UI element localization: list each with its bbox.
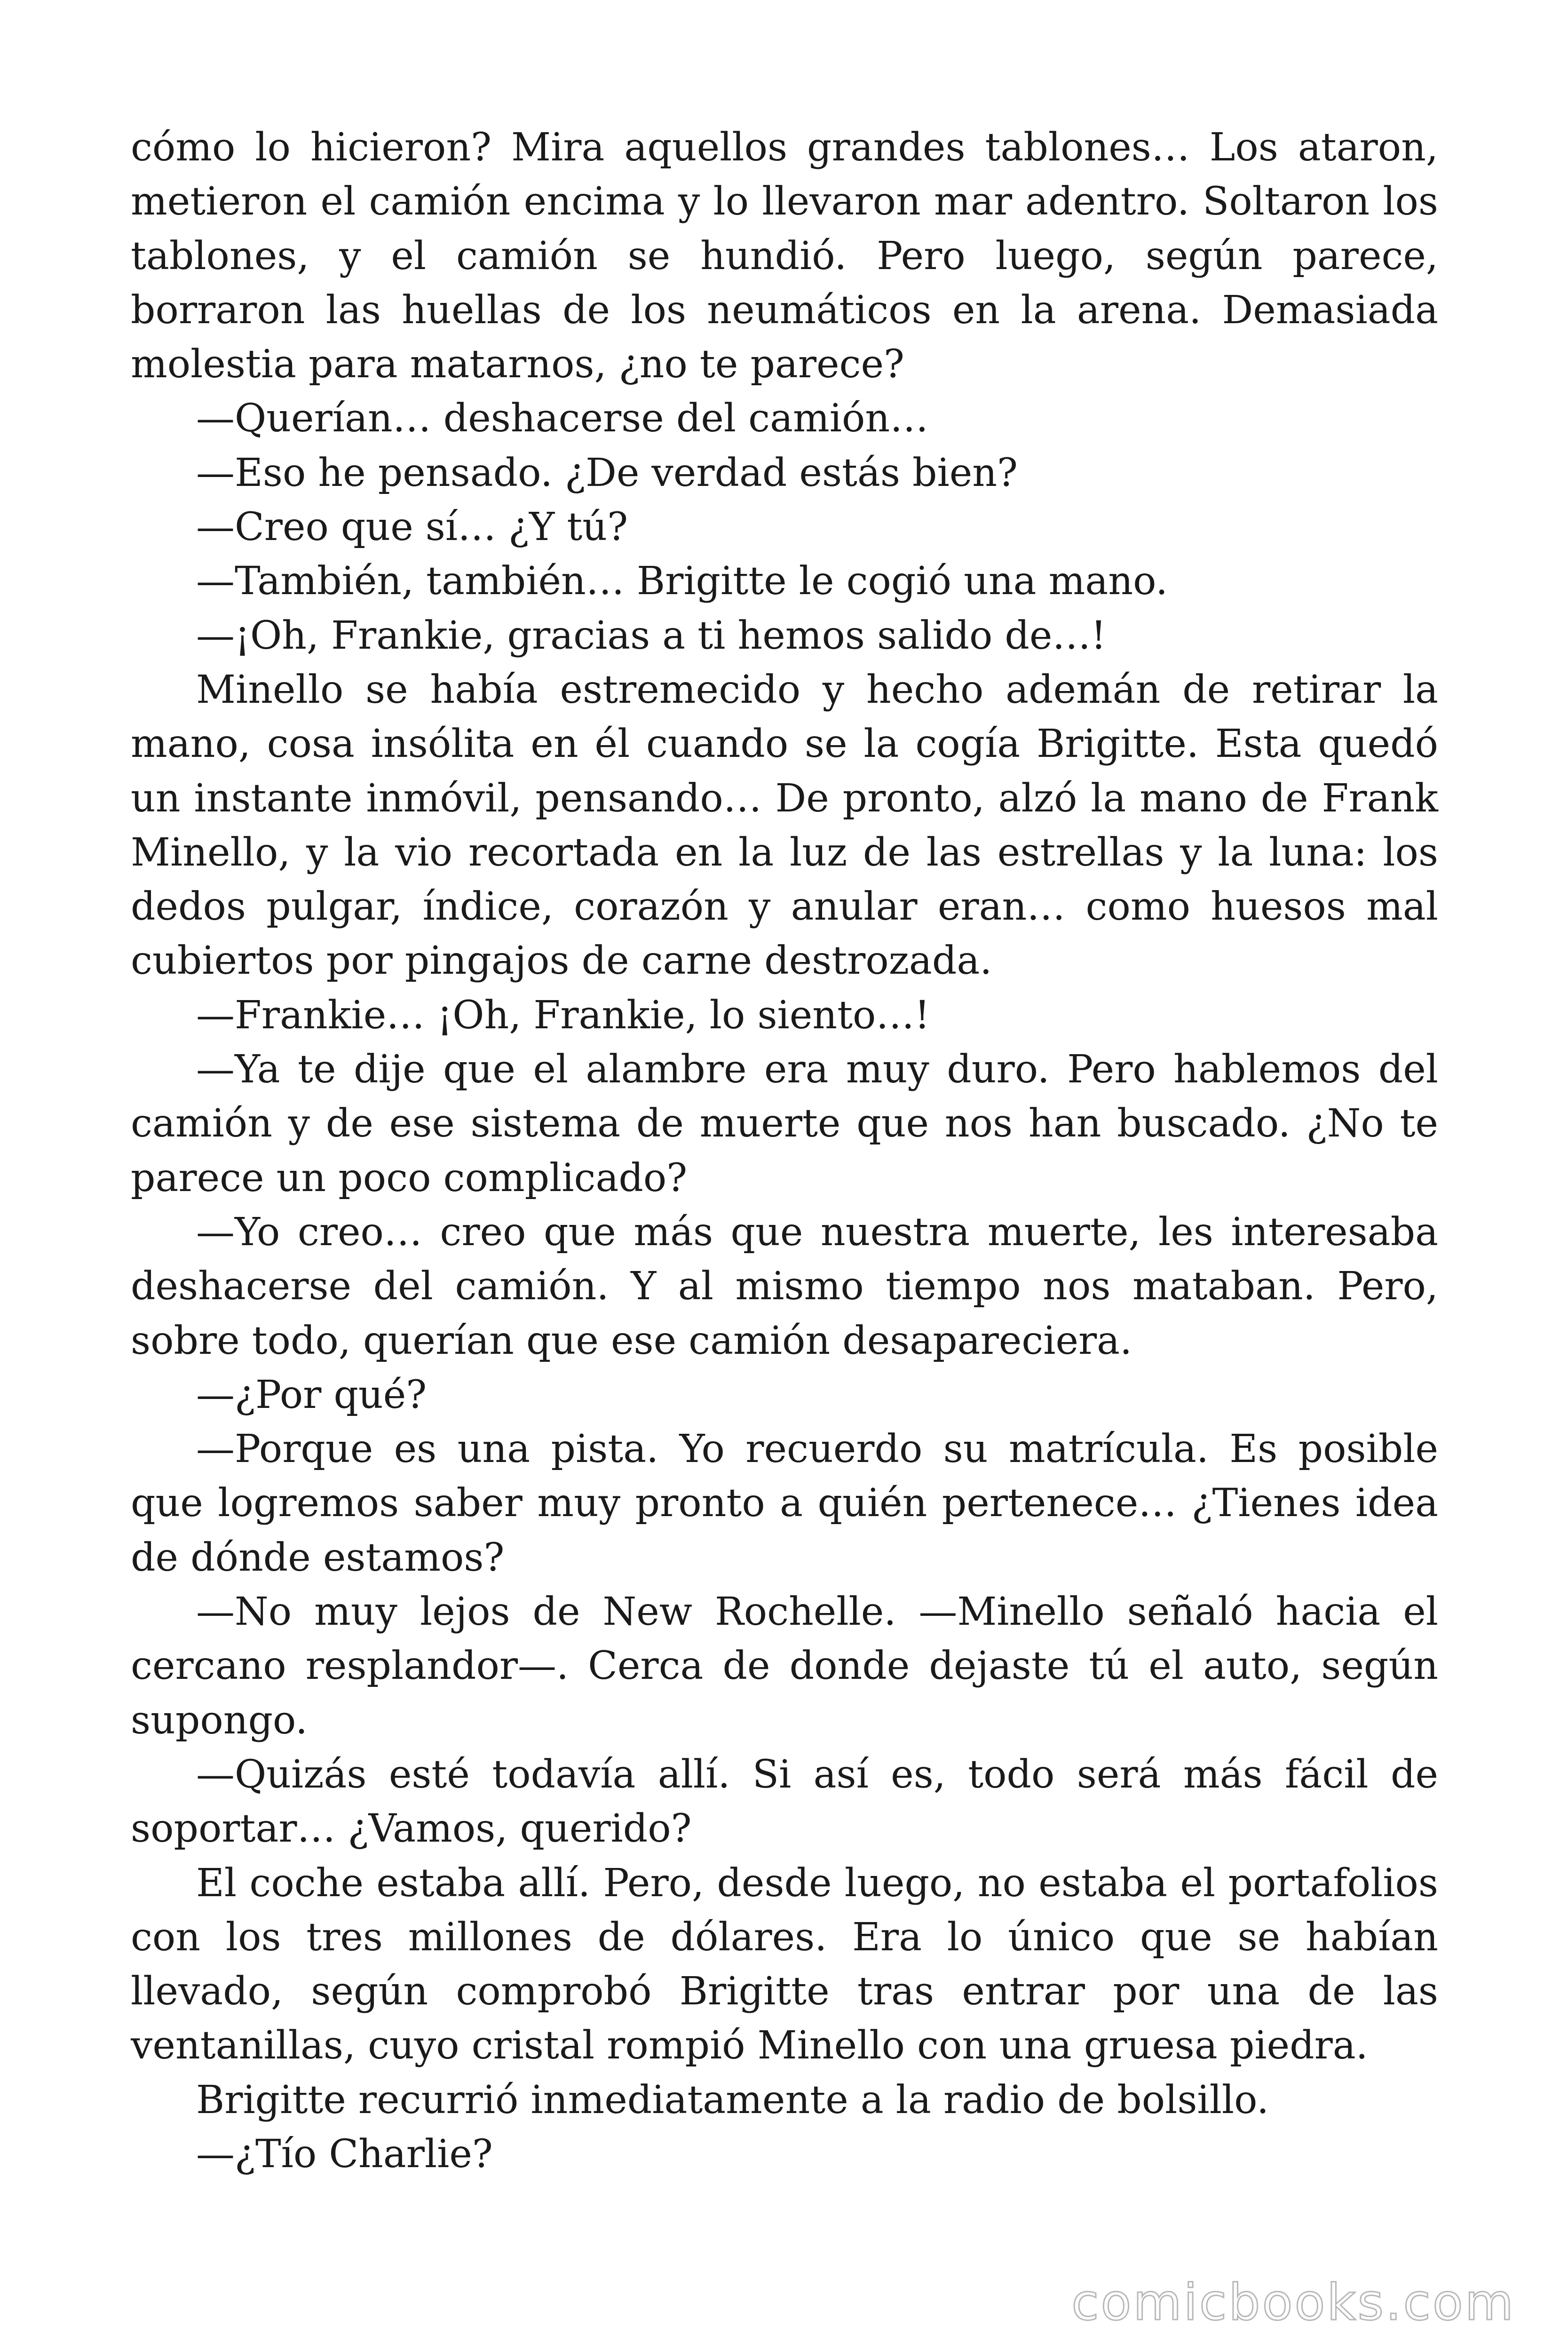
dialogue-line: —También, también… Brigitte le cogió una mano. [196, 559, 1168, 604]
dialogue-line: —No muy lejos de New Rochelle. —Minello señaló hacia el cercano resplandor—. Cerca de donde dejaste tú el auto, según supongo. [131, 1589, 1438, 1743]
dialogue-line: —¿Tío Charlie? [196, 2131, 493, 2177]
dialogue-line: —¡Oh, Frankie, gracias a ti hemos salido de…! [196, 613, 1107, 658]
dialogue-line: —Ya te dije que el alambre era muy duro. Pero hablemos del camión y de ese sistema de muerte que nos han buscado. ¿No te parece un poco complicado? [131, 1047, 1438, 1200]
dialogue-line: —Creo que sí… ¿Y tú? [196, 505, 628, 550]
site-watermark: comicbooks.com [1071, 2273, 1515, 2331]
dialogue-line: —Frankie… ¡Oh, Frankie, lo siento…! [196, 993, 930, 1038]
dialogue-line: —Porque es una pista. Yo recuerdo su matrícula. Es posible que logremos saber muy pronto a quién pertenece… ¿Tienes idea de dónde estamos? [131, 1427, 1438, 1580]
narrative-paragraph: El coche estaba allí. Pero, desde luego, no estaba el portafolios con los tres millones de dólares. Era lo único que se habían llevado, según comprobó Brigitte tras entrar por una de las ventanillas, cuyo cristal rompió Minello con una gruesa piedra. [131, 1860, 1438, 2068]
paragraph-continued: cómo lo hicieron? Mira aquellos grandes tablones… Los ataron, metieron el camión encima y lo llevaron mar adentro. Soltaron los tablones, y el camión se hundió. Pero luego, según parece, borraron las huellas de los neumáticos en la arena. Demasiada molestia para matarnos, ¿no te parece? [131, 125, 1438, 387]
dialogue-line: —Yo creo… creo que más que nuestra muerte, les interesaba deshacerse del camión. Y al mismo tiempo nos mataban. Pero, sobre todo, querían que ese camión desapareciera. [131, 1209, 1438, 1363]
dialogue-line: —Querían… deshacerse del camión… [196, 396, 929, 441]
body-text [131, 120, 1438, 2181]
dialogue-line: —¿Por qué? [196, 1372, 427, 1417]
dialogue-line: —Quizás esté todavía allí. Si así es, todo será más fácil de soportar… ¿Vamos, querido? [131, 1752, 1438, 1851]
narrative-paragraph: Brigitte recurrió inmediatamente a la radio de bolsillo. [196, 2077, 1269, 2122]
dialogue-line: —Eso he pensado. ¿De verdad estás bien? [196, 450, 1018, 495]
narrative-paragraph: Minello se había estremecido y hecho ademán de retirar la mano, cosa insólita en él cuando se la cogía Brigitte. Esta quedó un instante inmóvil, pensando… De pronto, alzó la mano de Frank Minello, y la vio recortada en la luz de las estrellas y la luna: los dedos pulgar, índice, corazón y anular eran… como huesos mal cubiertos por pingajos de carne destrozada. [131, 667, 1438, 984]
